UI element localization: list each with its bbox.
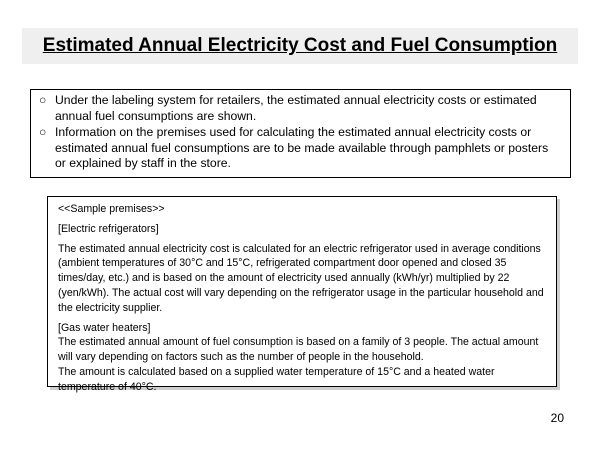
water-heaters-text-2: The amount is calculated based on a supplied water temperature of 15°C and a heated water temperature of 40°C.: [58, 365, 495, 393]
bullet-text: Under the labeling system for retailers, the estimated annual electricity costs or estimated annual fuel consumptions are shown.: [55, 93, 537, 123]
refrigerators-text: The estimated annual electricity cost is calculated for an electric refrigerator used in average conditions (ambient temperatures of 30°C and 15°C, refrigerated compartment door opened and closed 35 times/day, etc.) and is based on the amount of electricity used annually (kWh/yr) multiplied by 22 (yen/kWh). The actual cost will vary depending on the refrigerator usage in the particular household and the electricity supplier.: [58, 242, 544, 314]
water-heaters-heading: [Gas water heaters]: [58, 321, 151, 334]
page-number: 20: [550, 411, 564, 425]
slide-title: Estimated Annual Electricity Cost and Fuel Consumption: [42, 35, 558, 56]
bullet-marker: ○: [39, 125, 47, 139]
sample-premises-box: [47, 196, 557, 393]
title-band: [22, 28, 578, 64]
sample-heading: <<Sample premises>>: [58, 203, 165, 215]
bullet-item: [39, 93, 562, 124]
bullet-marker: ○: [39, 93, 47, 107]
bullet-item: [39, 125, 562, 172]
water-heaters-text-1: The estimated annual amount of fuel consumption is based on a family of 3 people. The actual amount will vary depending on factors such as the number of people in the household.: [58, 336, 539, 364]
bullet-text: Information on the premises used for calculating the estimated annual electricity costs or estimated annual fuel consumptions are to be made available through pamphlets or posters or explained by staff in the store.: [55, 125, 549, 170]
refrigerators-heading: [Electric refrigerators]: [58, 222, 159, 235]
bullets-box: [30, 89, 571, 178]
